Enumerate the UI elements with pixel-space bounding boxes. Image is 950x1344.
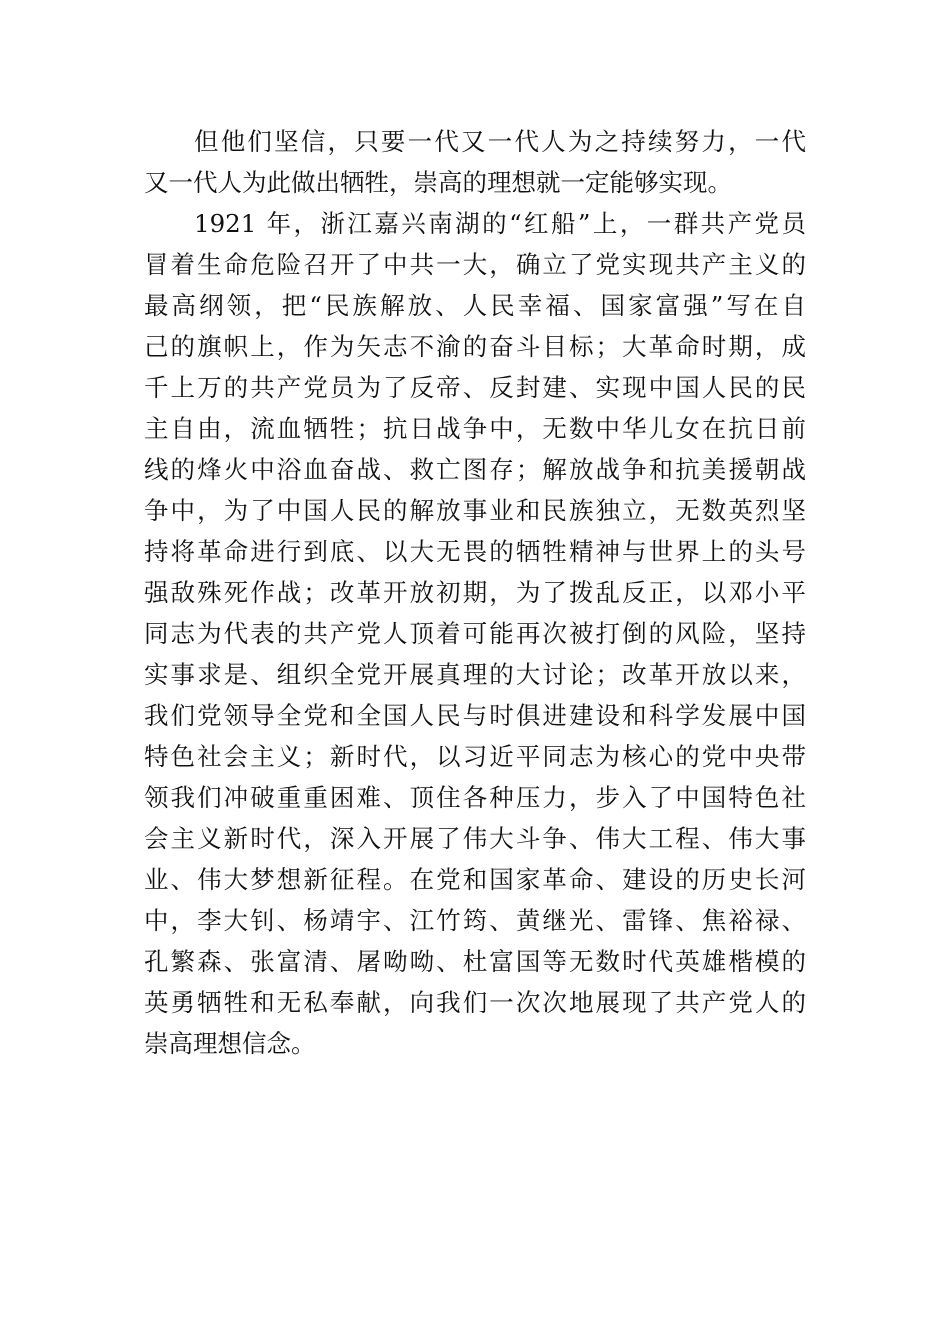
paragraph-2-line-4: 己的旗帜上，作为矢志不渝的奋斗目标；大革命时期，成 bbox=[144, 332, 806, 361]
paragraph-2-line-12: 实事求是、组织全党开展真理的大讨论；改革开放以来， bbox=[144, 660, 806, 689]
paragraph-2-line-14: 特色社会主义；新时代，以习近平同志为核心的党中央带 bbox=[144, 742, 806, 771]
paragraph-2-line-18: 中，李大钊、杨靖宇、江竹筠、黄继光、雷锋、焦裕禄、 bbox=[144, 906, 806, 935]
paragraph-2-line-21: 崇高理想信念。 bbox=[144, 1029, 316, 1058]
paragraph-2-line-11: 同志为代表的共产党人顶着可能再次被打倒的风险，坚持 bbox=[144, 619, 806, 648]
paragraph-2-line-2: 冒着生命危险召开了中共一大，确立了党实现共产主义的 bbox=[144, 250, 806, 279]
paragraph-2-line-15: 领我们冲破重重困难、顶住各种压力，步入了中国特色社 bbox=[144, 783, 806, 812]
paragraph-2-line-13: 我们党领导全党和全国人民与时俱进建设和科学发展中国 bbox=[144, 701, 806, 730]
paragraph-2-line-16: 会主义新时代，深入开展了伟大斗争、伟大工程、伟大事 bbox=[144, 824, 806, 853]
paragraph-2-line-8: 争中，为了中国人民的解放事业和民族独立，无数英烈坚 bbox=[144, 496, 806, 525]
paragraph-1-line-1: 但他们坚信，只要一代又一代人为之持续努力，一代 bbox=[194, 127, 806, 156]
body-text bbox=[144, 121, 806, 1064]
paragraph-2-line-6: 主自由，流血牺牲；抗日战争中，无数中华儿女在抗日前 bbox=[144, 414, 806, 443]
paragraph-2-line-3: 最高纲领，把“民族解放、人民幸福、国家富强”写在自 bbox=[144, 291, 806, 320]
paragraph-2-line-9: 持将革命进行到底、以大无畏的牺牲精神与世界上的头号 bbox=[144, 537, 806, 566]
paragraph-2-line-19: 孔繁森、张富清、屠呦呦、杜富国等无数时代英雄楷模的 bbox=[144, 947, 806, 976]
paragraph-2-line-17: 业、伟大梦想新征程。在党和国家革命、建设的历史长河 bbox=[144, 865, 806, 894]
paragraph-1-line-2: 又一代人为此做出牺牲，崇高的理想就一定能够实现。 bbox=[144, 168, 732, 197]
paragraph-2-line-20: 英勇牺牲和无私奉献，向我们一次次地展现了共产党人的 bbox=[144, 988, 806, 1017]
paragraph-2-line-7: 线的烽火中浴血奋战、救亡图存；解放战争和抗美援朝战 bbox=[144, 455, 806, 484]
paragraph-2-line-10: 强敌殊死作战；改革开放初期，为了拨乱反正，以邓小平 bbox=[144, 578, 806, 607]
paragraph-2-line-5: 千上万的共产党员为了反帝、反封建、实现中国人民的民 bbox=[144, 373, 806, 402]
paragraph-2-line-1: 1921 年，浙江嘉兴南湖的“红船”上，一群共产党员 bbox=[194, 209, 806, 238]
